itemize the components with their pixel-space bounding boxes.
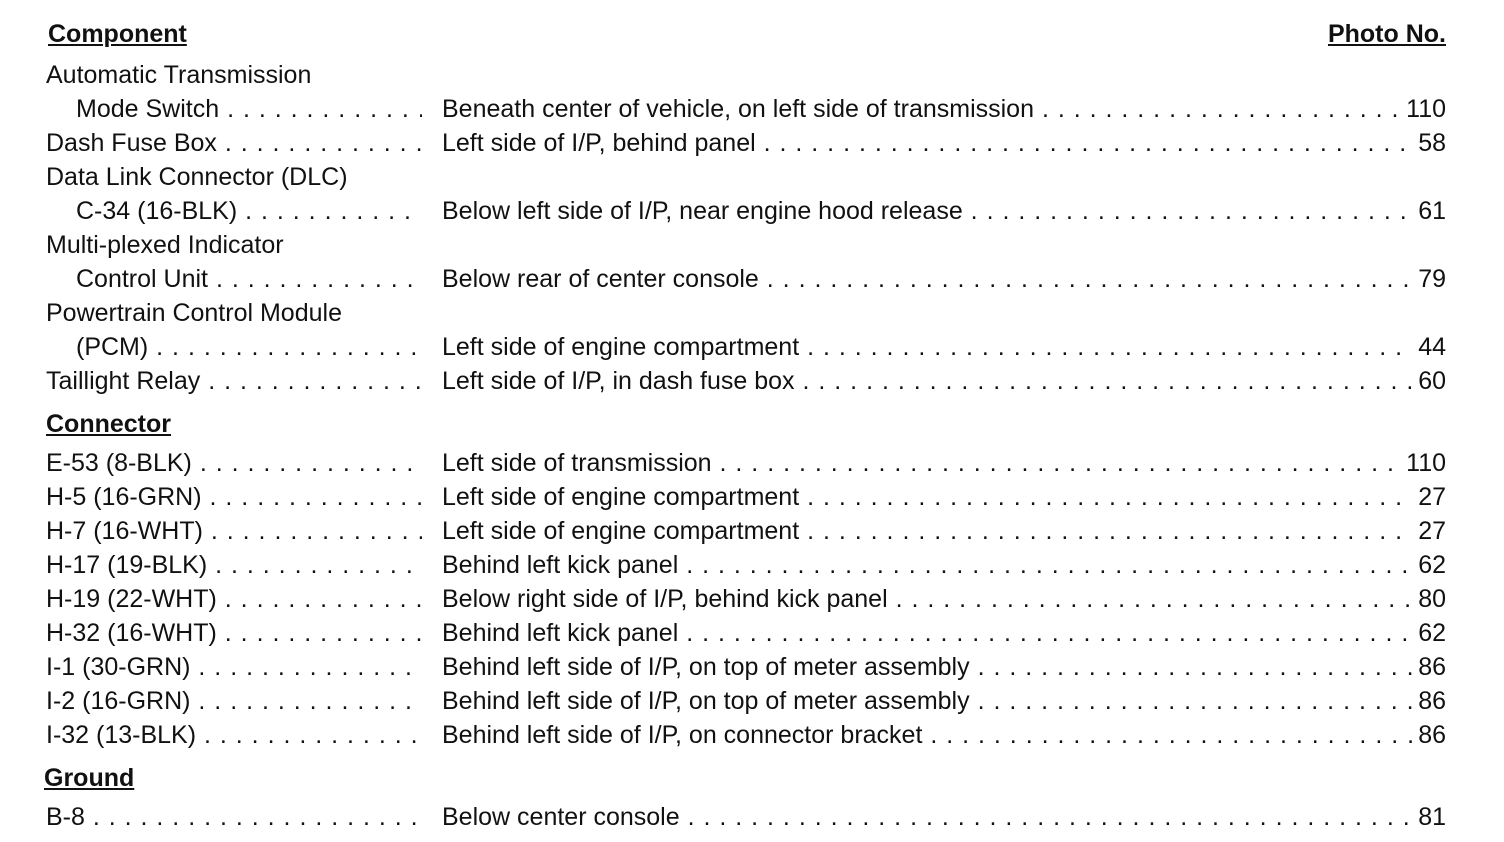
- component-name: C-34 (16-BLK) . . .: [76, 194, 422, 228]
- photo-number: 58: [1412, 126, 1446, 160]
- photo-number: 62: [1412, 616, 1446, 650]
- connector-name: H-19 (22-WHT) . . .: [46, 582, 422, 616]
- photo-number: 80: [1412, 582, 1446, 616]
- connector-name: H-5 (16-GRN) . . .: [46, 480, 422, 514]
- connector-location: Behind left kick panel . . .: [442, 616, 1446, 650]
- connector-name: I-1 (30-GRN) . . .: [46, 650, 422, 684]
- component-row: [46, 330, 1446, 364]
- connector-row: [46, 650, 1446, 684]
- photo-number: 62: [1412, 548, 1446, 582]
- connector-name: H-17 (19-BLK) . . .: [46, 548, 422, 582]
- connector-row: [46, 582, 1446, 616]
- connector-location: Left side of transmission . . .: [442, 446, 1446, 480]
- connector-row: [46, 548, 1446, 582]
- component-row: [46, 262, 1446, 296]
- component-row: [46, 126, 1446, 160]
- connector-name: H-7 (16-WHT) . . .: [46, 514, 422, 548]
- component-name: Control Unit . . .: [76, 262, 422, 296]
- photo-number: 79: [1412, 262, 1446, 296]
- connector-name: H-32 (16-WHT) . . .: [46, 616, 422, 650]
- connector-location: Behind left side of I/P, on top of meter assembly . . .: [442, 684, 1446, 718]
- component-name: Taillight Relay . . .: [46, 364, 422, 398]
- connector-location: Behind left side of I/P, on top of meter assembly . . .: [442, 650, 1446, 684]
- connector-location: Below right side of I/P, behind kick panel . . .: [442, 582, 1446, 616]
- component-row-label: Automatic Transmission: [46, 61, 312, 89]
- photo-number: 61: [1412, 194, 1446, 228]
- photo-number: 27: [1412, 514, 1446, 548]
- photo-number: 44: [1412, 330, 1446, 364]
- connector-name: E-53 (8-BLK) . . .: [46, 446, 422, 480]
- component-row: [46, 92, 1446, 126]
- photo-number: 110: [1400, 446, 1446, 480]
- component-header: Component: [48, 20, 187, 48]
- component-location: Below rear of center console . . .: [442, 262, 1446, 296]
- connector-row: [46, 514, 1446, 548]
- component-row-label: Multi-plexed Indicator: [46, 231, 284, 259]
- component-location: Left side of engine compartment . . .: [442, 330, 1446, 364]
- connector-row: [46, 446, 1446, 480]
- photo-no-header: Photo No.: [1327, 20, 1446, 48]
- photo-number: 86: [1412, 718, 1446, 752]
- connector-row: [46, 684, 1446, 718]
- component-location: Below left side of I/P, near engine hood release . . .: [442, 194, 1446, 228]
- component-location: Left side of I/P, behind panel . . .: [442, 126, 1446, 160]
- connector-location: Behind left side of I/P, on connector bracket . . .: [442, 718, 1446, 752]
- connector-location: Left side of engine compartment . . .: [442, 480, 1446, 514]
- component-name: (PCM) . . .: [76, 330, 422, 364]
- connector-location: Behind left kick panel . . .: [442, 548, 1446, 582]
- ground-header: Ground: [44, 764, 135, 792]
- photo-number: 110: [1400, 92, 1446, 126]
- component-name: Dash Fuse Box . . .: [46, 126, 422, 160]
- connector-name: I-32 (13-BLK) . . .: [46, 718, 422, 752]
- connector-row: [46, 616, 1446, 650]
- component-name: Mode Switch . . .: [76, 92, 422, 126]
- connector-row: [46, 480, 1446, 514]
- connector-row: [46, 718, 1446, 752]
- component-location: Left side of I/P, in dash fuse box . . .: [442, 364, 1446, 398]
- component-row-label: Powertrain Control Module: [46, 299, 342, 327]
- connector-name: I-2 (16-GRN) . . .: [46, 684, 422, 718]
- ground-location: Below center console . . .: [442, 800, 1446, 834]
- component-row-label: Data Link Connector (DLC): [46, 163, 348, 191]
- ground-row: [46, 800, 1446, 834]
- component-row: [46, 194, 1446, 228]
- photo-number: 60: [1412, 364, 1446, 398]
- connector-header: Connector: [46, 410, 171, 438]
- photo-number: 86: [1412, 650, 1446, 684]
- photo-number: 27: [1412, 480, 1446, 514]
- component-row: [46, 364, 1446, 398]
- ground-name: B-8 . . .: [46, 800, 422, 834]
- connector-location: Left side of engine compartment . . .: [442, 514, 1446, 548]
- photo-number: 86: [1412, 684, 1446, 718]
- component-location: Beneath center of vehicle, on left side of transmission . . .: [442, 92, 1446, 126]
- photo-number: 81: [1412, 800, 1446, 834]
